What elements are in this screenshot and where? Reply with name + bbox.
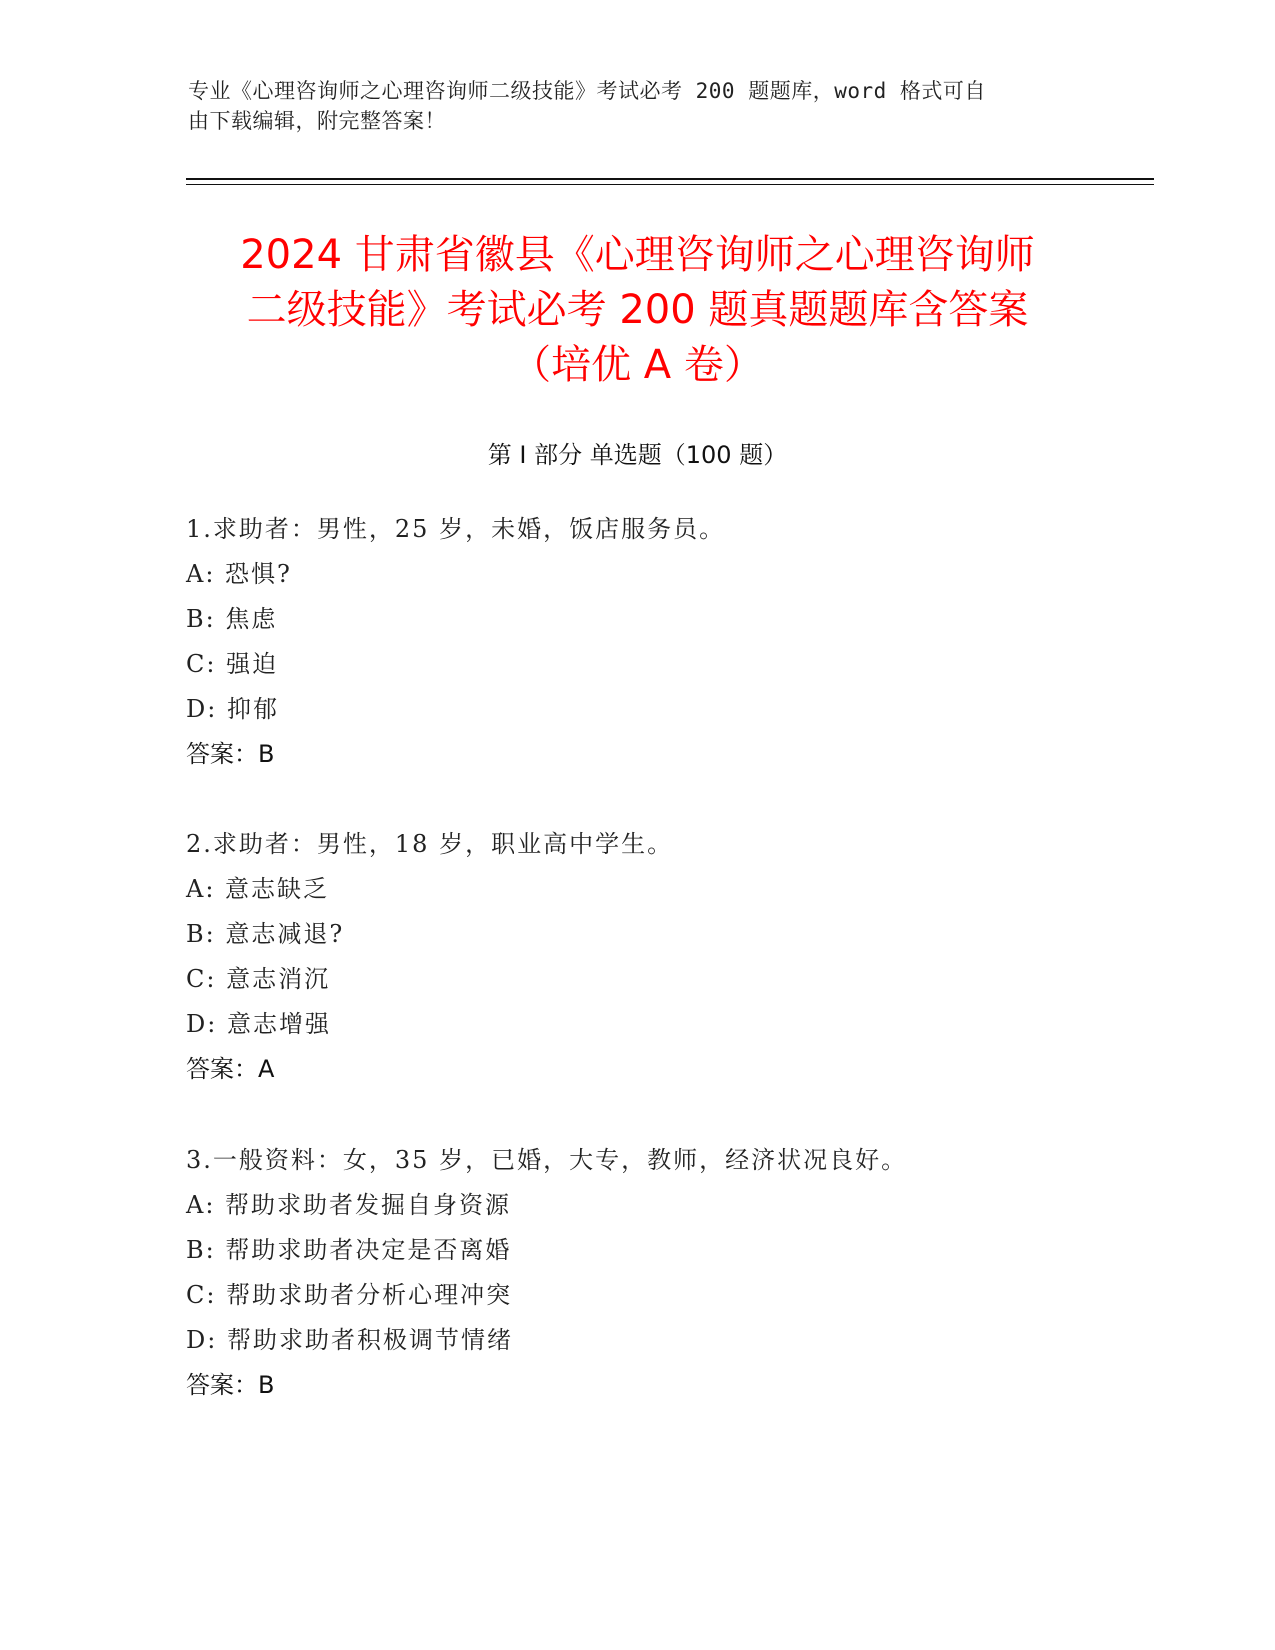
question-stem: 3.一般资料：女，35 岁，已婚，大专，教师，经济状况良好。 (186, 1146, 908, 1174)
option-b: B: 意志减退? (186, 920, 345, 948)
option-c: C: 帮助求助者分析心理冲突 (186, 1281, 513, 1309)
option-a: A: 意志缺乏 (186, 875, 330, 903)
section-heading: 第 I 部分 单选题（100 题） (487, 441, 788, 469)
header-rule-thin (186, 184, 1154, 185)
title-line-1: 2024 甘肃省徽县《心理咨询师之心理咨询师 (240, 232, 1035, 278)
answer-line: 答案：B (186, 1371, 275, 1399)
question-stem: 1.求助者：男性，25 岁，未婚，饭店服务员。 (186, 515, 726, 543)
option-d: D: 抑郁 (186, 695, 279, 723)
header-note-line-2: 由下载编辑，附完整答案！ (188, 109, 446, 133)
document-title (150, 228, 1125, 393)
title-line-2: 二级技能》考试必考 200 题真题题库含答案 (246, 287, 1029, 333)
header-note (188, 76, 1068, 136)
option-b: B: 焦虑 (186, 605, 278, 633)
option-d: D: 意志增强 (186, 1010, 331, 1038)
title-line-3: （培优 A 卷） (511, 342, 764, 388)
answer-line: 答案：A (186, 1055, 275, 1083)
option-c: C: 意志消沉 (186, 965, 331, 993)
option-c: C: 强迫 (186, 650, 279, 678)
header-note-line-1: 专业《心理咨询师之心理咨询师二级技能》考试必考 200 题题库，word 格式可自 (188, 79, 986, 103)
header-rule-thick (186, 178, 1154, 180)
answer-line: 答案：B (186, 740, 275, 768)
option-b: B: 帮助求助者决定是否离婚 (186, 1236, 512, 1264)
question-block (186, 512, 1146, 782)
question-stem: 2.求助者：男性，18 岁，职业高中学生。 (186, 830, 674, 858)
option-d: D: 帮助求助者积极调节情绪 (186, 1326, 513, 1354)
option-a: A: 帮助求助者发掘自身资源 (186, 1191, 512, 1219)
option-a: A: 恐惧? (186, 560, 292, 588)
question-block (186, 1143, 1146, 1413)
question-block (186, 827, 1146, 1097)
